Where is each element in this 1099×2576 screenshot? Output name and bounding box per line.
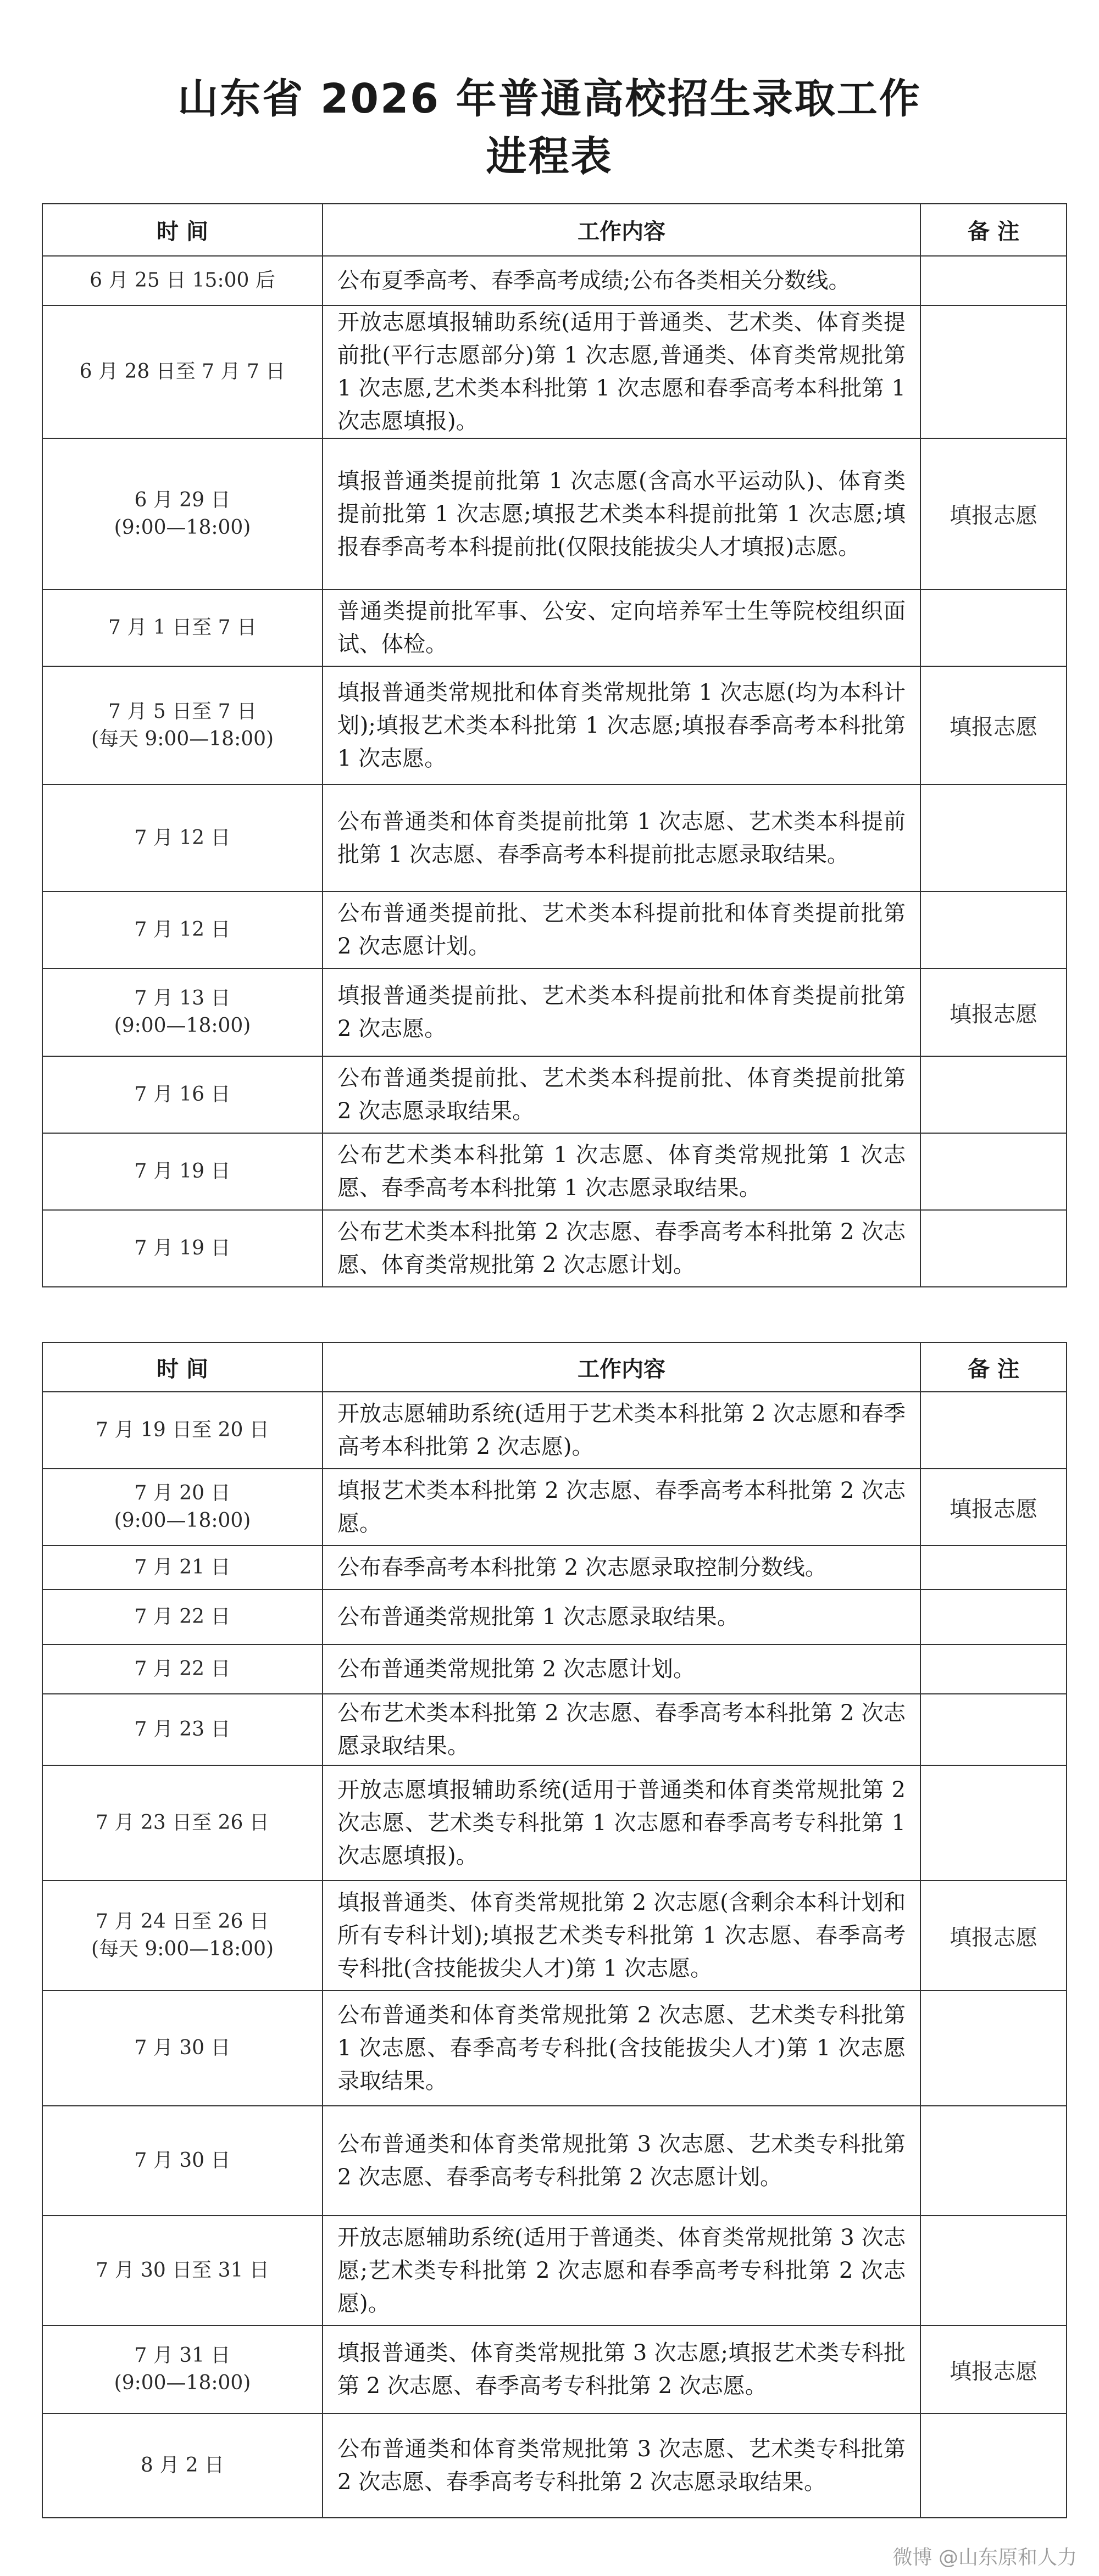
time-text: 7 月 30 日 [134, 2037, 231, 2059]
time-text: 7 月 21 日 [134, 1556, 231, 1579]
time-cell [42, 256, 323, 305]
note-cell: 填报志愿 [920, 1469, 1067, 1546]
note-cell [920, 1765, 1067, 1881]
note-cell [920, 256, 1067, 305]
table-row [42, 1644, 1067, 1694]
note-cell: 填报志愿 [920, 2326, 1067, 2413]
note-cell [920, 2413, 1067, 2518]
content-cell: 公布艺术类本科批第 1 次志愿、体育类常规批第 1 次志愿、春季高考本科批第 1 次志愿录取结果。 [323, 1133, 920, 1210]
table-row [42, 891, 1067, 968]
table-row [42, 438, 1067, 589]
content-cell: 公布艺术类本科批第 2 次志愿、春季高考本科批第 2 次志愿、体育类常规批第 2 次志愿计划。 [323, 1210, 920, 1287]
table-row [42, 784, 1067, 891]
watermark: 微博 @山东原和人力 [892, 2546, 1077, 2569]
note-cell: 填报志愿 [920, 438, 1067, 589]
content-cell: 公布普通类和体育类提前批第 1 次志愿、艺术类本科提前批第 1 次志愿、春季高考本科提前批志愿录取结果。 [323, 784, 920, 891]
table-row [42, 1392, 1067, 1469]
time-text: 7 月 19 日 [134, 1237, 231, 1259]
table-row [42, 1210, 1067, 1287]
time-text: 7 月 30 日至 31 日 [96, 2259, 269, 2282]
note-cell [920, 891, 1067, 968]
content-cell: 普通类提前批军事、公安、定向培养军士生等院校组织面试、体检。 [323, 589, 920, 666]
time-cell [42, 2106, 323, 2216]
time-text: (9:00—18:00) [114, 1014, 251, 1037]
time-cell [42, 1990, 323, 2106]
time-cell [42, 968, 323, 1056]
table-row [42, 666, 1067, 784]
time-cell [42, 1694, 323, 1765]
time-text: (9:00—18:00) [114, 2372, 251, 2394]
table-row [42, 1546, 1067, 1590]
time-text: 7 月 23 日 [134, 1718, 231, 1741]
content-cell: 开放志愿辅助系统(适用于普通类、体育类常规批第 3 次志愿;艺术类专科批第 2 次志愿和春季高考专科批第 2 次志愿)。 [323, 2216, 920, 2326]
time-text: (9:00—18:00) [114, 1509, 251, 1532]
table-row [42, 968, 1067, 1056]
table-row [42, 2216, 1067, 2326]
time-text: 7 月 19 日 [134, 1160, 231, 1183]
content-cell: 公布普通类常规批第 1 次志愿录取结果。 [323, 1590, 920, 1644]
time-cell [42, 1210, 323, 1287]
table-row [42, 1881, 1067, 1990]
time-cell [42, 438, 323, 589]
table-row [42, 256, 1067, 305]
time-text: 7 月 16 日 [134, 1083, 231, 1106]
time-cell [42, 2216, 323, 2326]
note-cell [920, 1056, 1067, 1133]
time-cell [42, 2413, 323, 2518]
time-cell [42, 589, 323, 666]
header-time: 时 间 [42, 204, 323, 256]
time-cell [42, 2326, 323, 2413]
time-text: 7 月 22 日 [134, 1605, 231, 1628]
time-cell [42, 1392, 323, 1469]
content-cell: 开放志愿填报辅助系统(适用于普通类、艺术类、体育类提前批(平行志愿部分)第 1 次志愿,普通类、体育类常规批第 1 次志愿,艺术类本科批第 1 次志愿和春季高考本科批第 1 次志愿填报)。 [323, 305, 920, 438]
table-header-row [42, 1342, 1067, 1392]
table-row [42, 1056, 1067, 1133]
content-cell: 填报普通类常规批和体育类常规批第 1 次志愿(均为本科计划);填报艺术类本科批第 1 次志愿;填报春季高考本科批第 1 次志愿。 [323, 666, 920, 784]
time-cell [42, 1881, 323, 1990]
content-cell: 填报普通类、体育类常规批第 2 次志愿(含剩余本科计划和所有专科计划);填报艺术类专科批第 1 次志愿、春季高考专科批(含技能拔尖人才)第 1 次志愿。 [323, 1881, 920, 1990]
content-cell: 公布普通类和体育类常规批第 3 次志愿、艺术类专科批第 2 次志愿、春季高考专科批第 2 次志愿计划。 [323, 2106, 920, 2216]
note-cell [920, 2106, 1067, 2216]
schedule-table-1 [42, 203, 1067, 1287]
content-cell: 公布艺术类本科批第 2 次志愿、春季高考本科批第 2 次志愿录取结果。 [323, 1694, 920, 1765]
note-cell [920, 1210, 1067, 1287]
note-cell [920, 1133, 1067, 1210]
content-cell: 公布普通类和体育类常规批第 3 次志愿、艺术类专科批第 2 次志愿、春季高考专科批第 2 次志愿录取结果。 [323, 2413, 920, 2518]
note-cell [920, 1590, 1067, 1644]
content-cell: 开放志愿辅助系统(适用于艺术类本科批第 2 次志愿和春季高考本科批第 2 次志愿)。 [323, 1392, 920, 1469]
note-cell [920, 1546, 1067, 1590]
content-cell: 开放志愿填报辅助系统(适用于普通类和体育类常规批第 2 次志愿、艺术类专科批第 1 次志愿和春季高考专科批第 1 次志愿填报)。 [323, 1765, 920, 1881]
header-content: 工作内容 [323, 1342, 920, 1392]
header-note: 备 注 [920, 204, 1067, 256]
note-cell: 填报志愿 [920, 968, 1067, 1056]
table-row [42, 1590, 1067, 1644]
content-cell: 公布夏季高考、春季高考成绩;公布各类相关分数线。 [323, 256, 920, 305]
time-cell [42, 784, 323, 891]
time-text: 7 月 19 日至 20 日 [96, 1419, 269, 1441]
note-cell [920, 1694, 1067, 1765]
content-cell: 填报普通类提前批第 1 次志愿(含高水平运动队)、体育类提前批第 1 次志愿;填报艺术类本科提前批第 1 次志愿;填报春季高考本科提前批(仅限技能拔尖人才填报)志愿。 [323, 438, 920, 589]
note-cell [920, 1990, 1067, 2106]
note-cell [920, 784, 1067, 891]
content-cell: 公布普通类常规批第 2 次志愿计划。 [323, 1644, 920, 1694]
table-row [42, 1133, 1067, 1210]
note-cell [920, 2216, 1067, 2326]
time-text: 7 月 23 日至 26 日 [96, 1811, 269, 1834]
time-text: 6 月 29 日 [134, 488, 231, 511]
content-cell: 填报普通类提前批、艺术类本科提前批和体育类提前批第 2 次志愿。 [323, 968, 920, 1056]
time-text: 7 月 24 日至 26 日 [96, 1910, 269, 1933]
time-cell [42, 1765, 323, 1881]
page-title: 山东省 2026 年普通高校招生录取工作 [177, 75, 922, 122]
time-text: 7 月 13 日 [134, 987, 231, 1010]
time-text: 6 月 28 日至 7 月 7 日 [79, 360, 286, 383]
time-cell [42, 1469, 323, 1546]
table-row [42, 1694, 1067, 1765]
time-cell [42, 666, 323, 784]
time-cell [42, 305, 323, 438]
note-cell: 填报志愿 [920, 666, 1067, 784]
time-text: 7 月 20 日 [134, 1482, 231, 1504]
content-cell: 公布普通类提前批、艺术类本科提前批、体育类提前批第 2 次志愿录取结果。 [323, 1056, 920, 1133]
content-cell: 公布普通类提前批、艺术类本科提前批和体育类提前批第 2 次志愿计划。 [323, 891, 920, 968]
note-cell [920, 1392, 1067, 1469]
content-cell: 公布普通类和体育类常规批第 2 次志愿、艺术类专科批第 1 次志愿、春季高考专科批(含技能拔尖人才)第 1 次志愿录取结果。 [323, 1990, 920, 2106]
content-cell: 公布春季高考本科批第 2 次志愿录取控制分数线。 [323, 1546, 920, 1590]
time-text: 6 月 25 日 15:00 后 [90, 269, 275, 292]
time-text: 7 月 30 日 [134, 2149, 231, 2172]
note-cell: 填报志愿 [920, 1881, 1067, 1990]
content-cell: 填报普通类、体育类常规批第 3 次志愿;填报艺术类专科批第 2 次志愿、春季高考专科批第 2 次志愿。 [323, 2326, 920, 2413]
time-cell [42, 1546, 323, 1590]
time-text: 7 月 31 日 [134, 2344, 231, 2367]
time-cell [42, 891, 323, 968]
table-row [42, 2326, 1067, 2413]
time-text: 7 月 5 日至 7 日 [108, 700, 257, 723]
header-content: 工作内容 [323, 204, 920, 256]
note-cell [920, 305, 1067, 438]
table-row [42, 1765, 1067, 1881]
time-text: (9:00—18:00) [114, 516, 251, 539]
time-text: 7 月 22 日 [134, 1658, 231, 1680]
time-cell [42, 1056, 323, 1133]
table-row [42, 2106, 1067, 2216]
time-cell [42, 1590, 323, 1644]
time-cell [42, 1644, 323, 1694]
note-cell [920, 589, 1067, 666]
time-text: 7 月 12 日 [134, 918, 231, 941]
time-text: 8 月 2 日 [140, 2454, 225, 2477]
time-text: (每天 9:00—18:00) [91, 727, 274, 750]
table-row [42, 589, 1067, 666]
time-text: (每天 9:00—18:00) [91, 1938, 274, 1960]
header-note: 备 注 [920, 1342, 1067, 1392]
time-cell [42, 1133, 323, 1210]
page-title-line2: 进程表 [486, 133, 613, 180]
table-row [42, 2413, 1067, 2518]
table-row [42, 1469, 1067, 1546]
content-cell: 填报艺术类本科批第 2 次志愿、春季高考本科批第 2 次志愿。 [323, 1469, 920, 1546]
note-cell [920, 1644, 1067, 1694]
time-text: 7 月 12 日 [134, 826, 231, 849]
schedule-table-2 [42, 1342, 1067, 2518]
table-row [42, 305, 1067, 438]
table-row [42, 1990, 1067, 2106]
time-text: 7 月 1 日至 7 日 [108, 616, 257, 639]
header-time: 时 间 [42, 1342, 323, 1392]
table-header-row [42, 204, 1067, 256]
